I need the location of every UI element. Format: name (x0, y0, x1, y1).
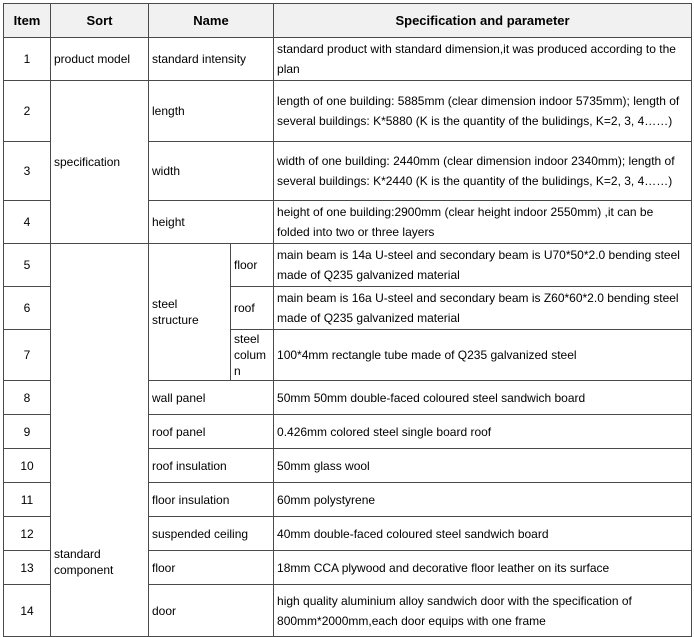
cell-name: height (149, 201, 274, 244)
cell-spec: main beam is 16a U-steel and secondary beam is Z60*60*2.0 bending steel made of Q235 galvanized material (274, 287, 692, 330)
cell-spec: 18mm CCA plywood and decorative floor leather on its surface (274, 551, 692, 585)
cell-spec: length of one building: 5885mm (clear dimension indoor 5735mm); length of several buildings: K*5880 (K is the quantity of the bulidings, K=2, 3, 4……) (274, 81, 692, 142)
cell-item: 8 (4, 381, 51, 415)
cell-spec: 50mm 50mm double-faced coloured steel sandwich board (274, 381, 692, 415)
cell-name: steel structure (149, 244, 231, 381)
header-name: Name (149, 4, 274, 38)
cell-name: floor (149, 551, 274, 585)
cell-item: 2 (4, 81, 51, 142)
cell-subname: roof (231, 287, 274, 330)
cell-sort: product model (51, 38, 149, 81)
table-header-row (4, 4, 692, 38)
cell-spec: standard product with standard dimension,it was produced according to the plan (274, 38, 692, 81)
cell-item: 10 (4, 449, 51, 483)
cell-item: 7 (4, 330, 51, 381)
cell-subname: floor (231, 244, 274, 287)
cell-item: 1 (4, 38, 51, 81)
table-row (4, 244, 692, 287)
header-spec: Specification and parameter (274, 4, 692, 38)
cell-name: roof insulation (149, 449, 274, 483)
cell-name: width (149, 142, 274, 201)
cell-item: 12 (4, 517, 51, 551)
header-sort: Sort (51, 4, 149, 38)
cell-sort: specification (51, 81, 149, 244)
cell-item: 11 (4, 483, 51, 517)
cell-item: 6 (4, 287, 51, 330)
cell-name: roof panel (149, 415, 274, 449)
cell-spec: width of one building: 2440mm (clear dimension indoor 2340mm); length of several buildings: K*2440 (K is the quantity of the bulidings, K=2, 3, 4……) (274, 142, 692, 201)
spec-table-container (3, 3, 692, 637)
cell-name: door (149, 585, 274, 637)
table-row (4, 38, 692, 81)
cell-spec: 40mm double-faced coloured steel sandwich board (274, 517, 692, 551)
cell-item: 13 (4, 551, 51, 585)
cell-spec: main beam is 14a U-steel and secondary beam is U70*50*2.0 bending steel made of Q235 galvanized material (274, 244, 692, 287)
cell-spec: 0.426mm colored steel single board roof (274, 415, 692, 449)
cell-name: standard intensity (149, 38, 274, 81)
cell-spec: height of one building:2900mm (clear height indoor 2550mm) ,it can be folded into two or three layers (274, 201, 692, 244)
header-item: Item (4, 4, 51, 38)
cell-spec: 60mm polystyrene (274, 483, 692, 517)
cell-item: 5 (4, 244, 51, 287)
table-row (4, 81, 692, 142)
cell-name: floor insulation (149, 483, 274, 517)
cell-spec: 50mm glass wool (274, 449, 692, 483)
cell-item: 9 (4, 415, 51, 449)
cell-name: length (149, 81, 274, 142)
cell-spec: high quality aluminium alloy sandwich door with the specification of 800mm*2000mm,each door equips with one frame (274, 585, 692, 637)
cell-item: 4 (4, 201, 51, 244)
cell-spec: 100*4mm rectangle tube made of Q235 galvanized steel (274, 330, 692, 381)
cell-name: suspended ceiling (149, 517, 274, 551)
cell-name: wall panel (149, 381, 274, 415)
cell-item: 3 (4, 142, 51, 201)
cell-sort: standard component (51, 244, 149, 637)
product-spec-table (3, 3, 692, 637)
cell-item: 14 (4, 585, 51, 637)
cell-subname: steel column (231, 330, 274, 381)
